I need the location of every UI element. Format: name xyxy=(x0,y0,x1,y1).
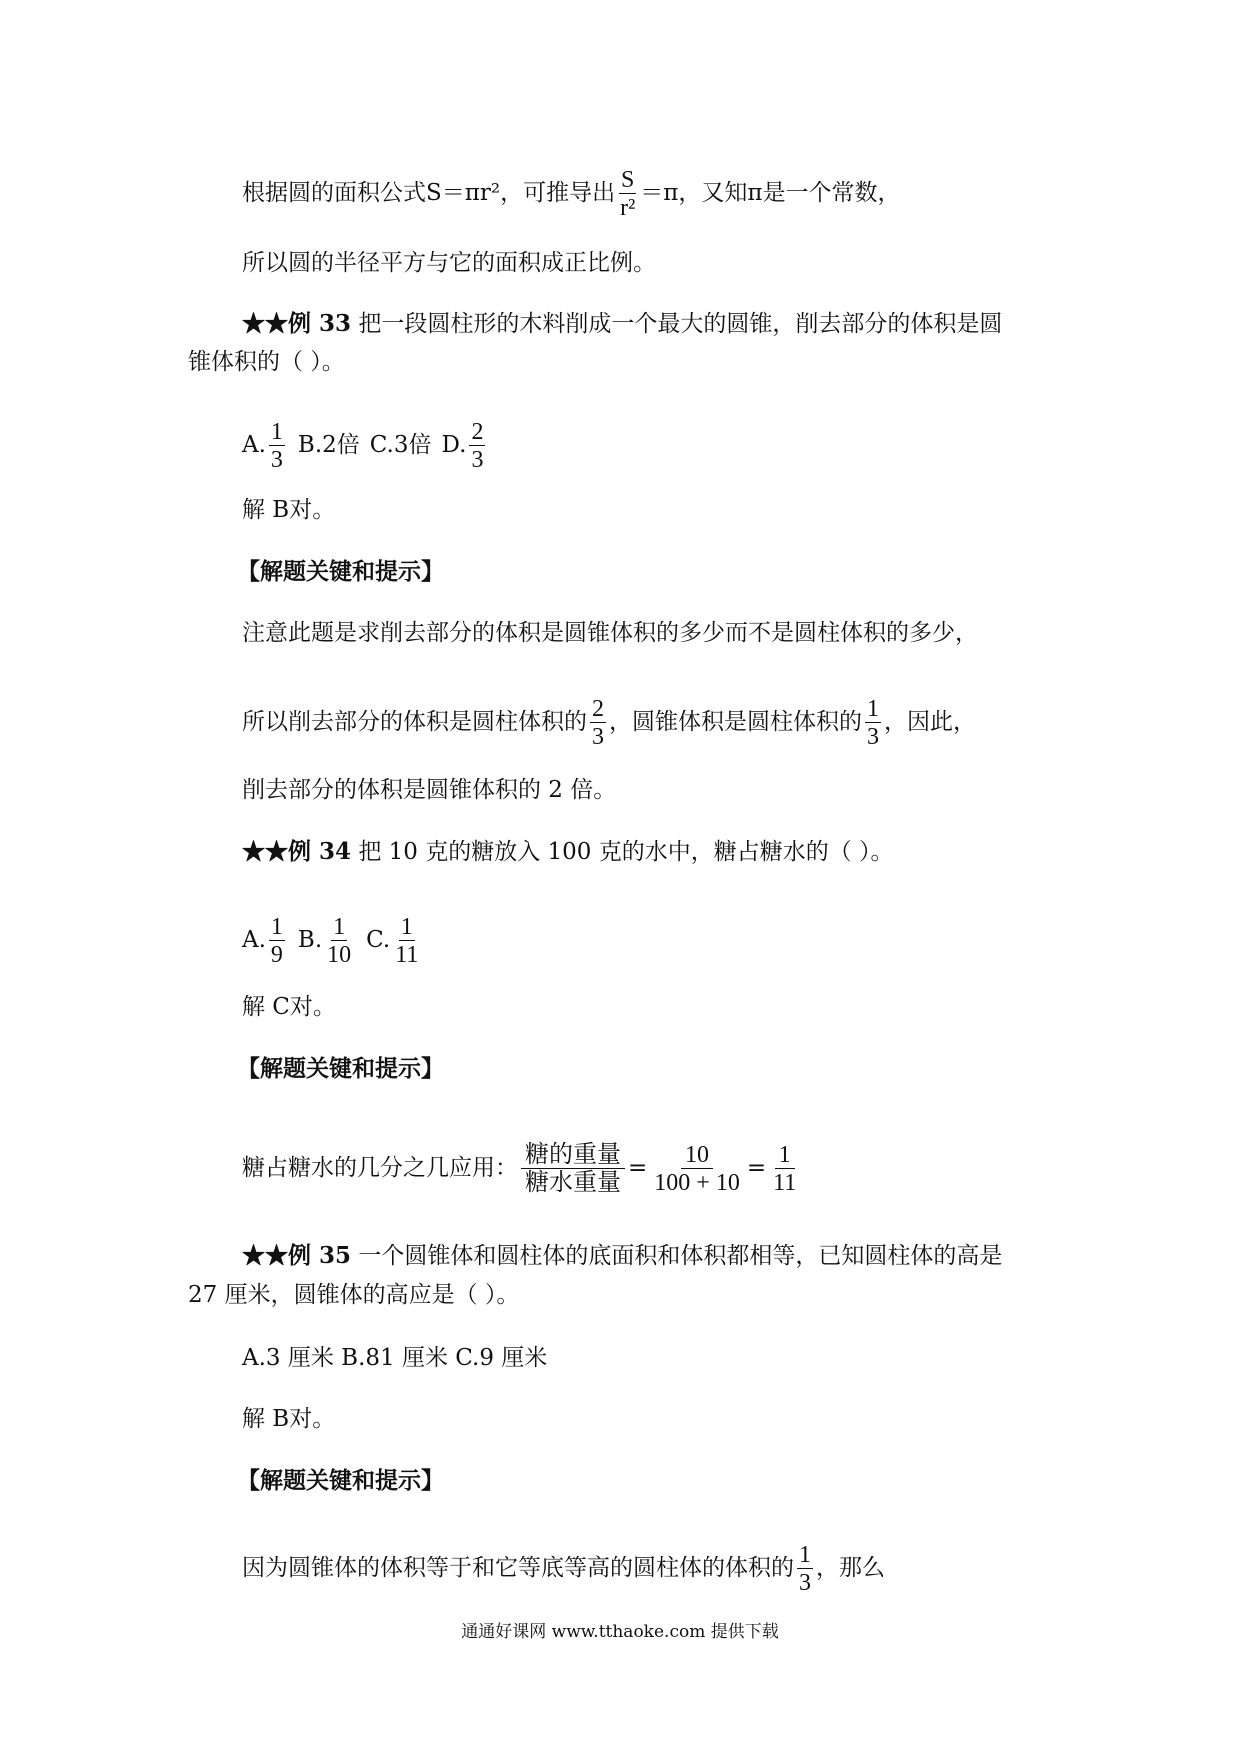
page-footer: 通通好课网 www.tthaoke.com 提供下载 xyxy=(461,1622,779,1642)
formula-text-pre: 根据圆的面积公式S＝πr²，可推导出 xyxy=(242,180,616,206)
one-third-fraction: $\frac{1}{3}$ xyxy=(799,1542,811,1596)
option-c: C.3倍 xyxy=(369,432,432,458)
example-34-options: A. $\frac{1}{9}$ B. $\frac{1}{10}$ C. $\frac{1}{11}$ xyxy=(242,914,419,968)
one-third-fraction: $\frac{1}{3}$ xyxy=(867,696,879,750)
option-d-fraction: $\frac{2}{3}$ xyxy=(471,419,484,473)
example-33-label: ★★例 33 xyxy=(242,310,352,337)
example-33-line-1: ★★例 33 把一段圆柱形的木料削成一个最大的圆锥，削去部分的体积是圆 xyxy=(242,310,1003,337)
s-over-r2-fraction: $\frac{S}{\text{r²}}$ xyxy=(620,167,636,221)
two-thirds-fraction: $\frac{2}{3}$ xyxy=(592,696,604,750)
conclusion-line: 所以圆的半径平方与它的面积成正比例。 xyxy=(242,250,656,276)
example-33-explain-3: 削去部分的体积是圆锥体积的 2 倍。 xyxy=(242,777,617,803)
example-33-answer: 解 B对。 xyxy=(242,497,336,523)
example-35-label: ★★例 35 xyxy=(242,1242,352,1269)
example-35-line-2: 27 厘米，圆锥体的高应是（ ）。 xyxy=(188,1282,520,1308)
option-a-fraction: $\frac{1}{9}$ xyxy=(270,914,283,968)
example-35-answer: 解 B对。 xyxy=(242,1406,336,1432)
example-35-line-1: ★★例 35 一个圆锥体和圆柱体的底面积和体积都相等，已知圆柱体的高是 xyxy=(242,1242,1003,1269)
option-b-fraction: $\frac{1}{10}$ xyxy=(327,914,352,968)
option-b: B.2倍 xyxy=(297,432,360,458)
sugar-weight-ratio-fraction: $\frac{\text{糖的重量}}{\text{糖水重量}}$ xyxy=(521,1143,625,1195)
example-33-line-2: 锥体积的（ ）。 xyxy=(188,349,345,375)
example-33-explain-1: 注意此题是求削去部分的体积是圆锥体积的多少而不是圆柱体积的多少， xyxy=(242,620,978,646)
example-33-explain-2: 所以削去部分的体积是圆柱体积的 $\frac{2}{3}$ ，圆锥体积是圆柱体积的 $\frac{1}{3}$ ，因此， xyxy=(242,696,976,750)
example-34-line-1: ★★例 34 把 10 克的糖放入 100 克的水中，糖占糖水的（ ）。 xyxy=(242,838,894,865)
example-33-options: A. $\frac{1}{3}$ B.2倍 C.3倍 D. $\frac{2}{3}$ xyxy=(242,419,484,473)
one-eleventh-fraction: $\frac{1}{11}$ xyxy=(773,1142,797,1196)
example-35-explain: 因为圆锥体的体积等于和它等底等高的圆柱体的体积的 $\frac{1}{3}$ ，那么 xyxy=(242,1542,885,1596)
example-34-formula: 糖占糖水的几分之几应用： $\frac{\text{糖的重量}}{\text{糖水重量}}$ = $\frac{10}{100 + 10}$ = $\frac{1}{11}$ xyxy=(242,1143,803,1195)
example-34-key-heading: 【解题关键和提示】 xyxy=(237,1055,444,1082)
example-35-key-heading: 【解题关键和提示】 xyxy=(237,1467,444,1494)
example-34-answer: 解 C对。 xyxy=(242,994,336,1020)
example-35-options: A.3 厘米 B.81 厘米 C.9 厘米 xyxy=(242,1345,548,1371)
formula-text-post: ＝π，又知π是一个常数， xyxy=(640,180,901,206)
option-c-fraction: $\frac{1}{11}$ xyxy=(395,914,419,968)
option-a-fraction: $\frac{1}{3}$ xyxy=(270,419,283,473)
ten-over-110-fraction: $\frac{10}{100 + 10}$ xyxy=(654,1142,740,1196)
example-33-key-heading: 【解题关键和提示】 xyxy=(237,558,444,585)
area-formula-line xyxy=(242,168,901,220)
example-34-label: ★★例 34 xyxy=(242,838,352,865)
